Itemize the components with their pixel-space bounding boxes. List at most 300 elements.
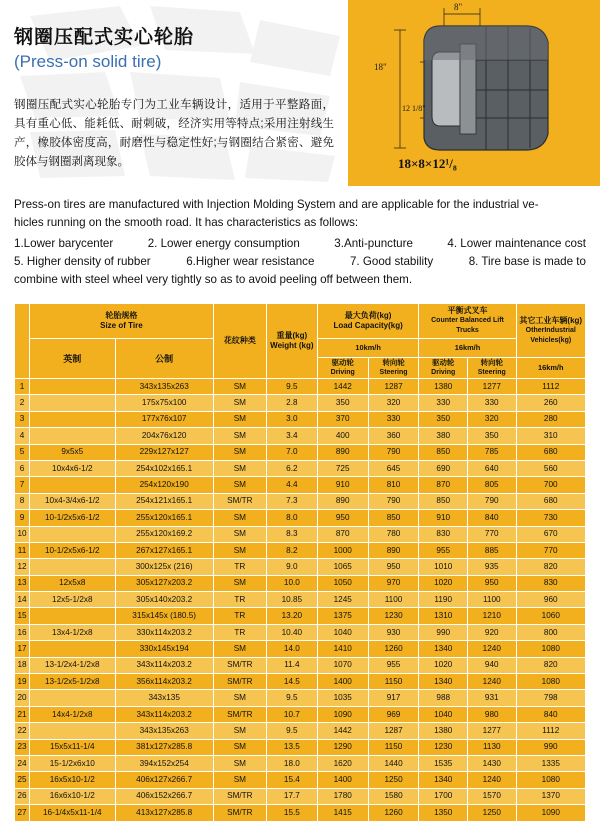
- cell-st16: 950: [468, 575, 517, 591]
- table-row: [15, 739, 586, 755]
- cell-pattern: SM/TR: [213, 493, 266, 509]
- th-driving-10-en: Driving: [330, 369, 355, 376]
- cell-weight: 7.0: [266, 444, 317, 460]
- spec-table-wrapper: [14, 303, 586, 822]
- cell-pattern: TR: [213, 592, 266, 608]
- cell-inch: [30, 526, 116, 542]
- cell-st16: 1240: [468, 674, 517, 690]
- th-other-en: OtherIndustrial Vehicles(kg): [525, 326, 576, 344]
- feature-7: 7. Good stability: [349, 255, 434, 268]
- cell-other: 960: [516, 592, 585, 608]
- cell-ld16: 350: [419, 411, 468, 427]
- cell-st16: 840: [468, 510, 517, 526]
- cell-ld16: 1340: [419, 674, 468, 690]
- english-line-3: combine with steel wheel very tightly so as to avoid peeling off between them.: [14, 273, 413, 286]
- feature-row-1: [14, 235, 586, 253]
- cell-st10: 1150: [368, 739, 419, 755]
- cell-weight: 8.2: [266, 542, 317, 558]
- cell-weight: 10.85: [266, 592, 317, 608]
- table-row: [15, 772, 586, 788]
- cell-idx: 12: [15, 559, 30, 575]
- th-load: [317, 304, 419, 339]
- dim-inner-diameter: 12 1/8": [402, 104, 426, 113]
- cell-st16: 320: [468, 411, 517, 427]
- cell-ld16: 870: [419, 477, 468, 493]
- cell-ld10: 1442: [317, 379, 368, 395]
- th-other-speed: 16km/h: [516, 358, 585, 379]
- cell-weight: 3.0: [266, 411, 317, 427]
- cell-metric: 305x140x203.2: [115, 592, 213, 608]
- table-row: [15, 755, 586, 771]
- cell-st10: 1287: [368, 723, 419, 739]
- cell-ld10: 1040: [317, 624, 368, 640]
- cell-weight: 10.40: [266, 624, 317, 640]
- cell-weight: 8.0: [266, 510, 317, 526]
- th-size-en: Size of Tire: [100, 321, 143, 330]
- page-title-cn: 钢圈压配式实心轮胎: [14, 27, 195, 48]
- cell-weight: 9.5: [266, 723, 317, 739]
- table-row: [15, 510, 586, 526]
- cell-inch: 15x5x11-1/4: [30, 739, 116, 755]
- cell-st10: 1260: [368, 805, 419, 821]
- cell-ld16: 1535: [419, 755, 468, 771]
- th-driving-16-en: Driving: [431, 369, 456, 376]
- cell-idx: 8: [15, 493, 30, 509]
- cell-ld16: 1020: [419, 575, 468, 591]
- th-metric: 公制: [115, 339, 213, 379]
- cell-other: 670: [516, 526, 585, 542]
- cell-ld10: 1410: [317, 641, 368, 657]
- cell-pattern: SM/TR: [213, 788, 266, 804]
- feature-4: 4. Lower maintenance cost: [447, 237, 586, 250]
- cell-weight: 8.3: [266, 526, 317, 542]
- cell-ld16: 955: [419, 542, 468, 558]
- cell-st10: 917: [368, 690, 419, 706]
- cell-pattern: SM: [213, 690, 266, 706]
- table-row: [15, 477, 586, 493]
- cell-ld10: 950: [317, 510, 368, 526]
- cell-pattern: SM: [213, 395, 266, 411]
- tire-diagram-icon: [348, 0, 600, 186]
- cell-ld10: 1000: [317, 542, 368, 558]
- cell-ld16: 1340: [419, 641, 468, 657]
- table-row: [15, 411, 586, 427]
- cell-st10: 320: [368, 395, 419, 411]
- th-weight-cn: 重量(kg): [276, 331, 308, 340]
- table-row: [15, 395, 586, 411]
- table-row: [15, 444, 586, 460]
- table-row: [15, 641, 586, 657]
- cell-ld16: 1020: [419, 657, 468, 673]
- cell-other: 730: [516, 510, 585, 526]
- cell-ld10: 1035: [317, 690, 368, 706]
- cell-st10: 890: [368, 542, 419, 558]
- tire-size-caption: 18×8×12¹/₈: [398, 156, 457, 171]
- cell-st16: 805: [468, 477, 517, 493]
- cell-st16: 885: [468, 542, 517, 558]
- spec-table: [14, 303, 586, 822]
- th-inch: 英制: [30, 339, 116, 379]
- th-speed-16: 16km/h: [419, 339, 516, 358]
- cell-idx: 26: [15, 788, 30, 804]
- cell-pattern: SM/TR: [213, 706, 266, 722]
- cell-idx: 13: [15, 575, 30, 591]
- cell-inch: [30, 723, 116, 739]
- cell-pattern: SM: [213, 723, 266, 739]
- intro-block: [0, 0, 348, 186]
- cell-st10: 950: [368, 559, 419, 575]
- cell-ld16: 1040: [419, 706, 468, 722]
- table-row: [15, 690, 586, 706]
- cell-ld16: 850: [419, 493, 468, 509]
- english-line-2: hicles running on the smooth road. It has characteristics as follows:: [14, 215, 359, 229]
- cell-st10: 780: [368, 526, 419, 542]
- table-row: [15, 706, 586, 722]
- cell-metric: 413x127x285.8: [115, 805, 213, 821]
- cell-other: 310: [516, 428, 585, 444]
- cell-pattern: SM/TR: [213, 805, 266, 821]
- cell-idx: 1: [15, 379, 30, 395]
- cell-metric: 175x75x100: [115, 395, 213, 411]
- cell-inch: [30, 690, 116, 706]
- cell-other: 800: [516, 624, 585, 640]
- cell-weight: 2.8: [266, 395, 317, 411]
- cell-st16: 1130: [468, 739, 517, 755]
- cell-ld16: 1310: [419, 608, 468, 624]
- th-weight: [266, 304, 317, 379]
- cell-other: 1112: [516, 723, 585, 739]
- cell-st10: 1150: [368, 674, 419, 690]
- cell-idx: 10: [15, 526, 30, 542]
- cell-ld10: 1620: [317, 755, 368, 771]
- cell-pattern: TR: [213, 624, 266, 640]
- cell-ld16: 850: [419, 444, 468, 460]
- th-pattern-cn: 花纹种类: [223, 336, 256, 345]
- table-row: [15, 805, 586, 821]
- cell-ld16: 1190: [419, 592, 468, 608]
- cell-ld10: 910: [317, 477, 368, 493]
- cell-idx: 4: [15, 428, 30, 444]
- cell-weight: 9.5: [266, 379, 317, 395]
- cell-st16: 1430: [468, 755, 517, 771]
- cell-ld16: 988: [419, 690, 468, 706]
- cell-other: 820: [516, 657, 585, 673]
- cell-weight: 14.0: [266, 641, 317, 657]
- cell-st10: 1580: [368, 788, 419, 804]
- cell-st10: 1230: [368, 608, 419, 624]
- cell-weight: 15.5: [266, 805, 317, 821]
- top-section: [0, 0, 600, 186]
- cell-ld16: 690: [419, 460, 468, 476]
- cell-ld16: 1340: [419, 772, 468, 788]
- th-other: [516, 304, 585, 358]
- cell-st16: 980: [468, 706, 517, 722]
- cell-inch: 10-1/2x5x6-1/2: [30, 542, 116, 558]
- cell-pattern: SM: [213, 444, 266, 460]
- cell-st16: 1250: [468, 805, 517, 821]
- cell-ld16: 1700: [419, 788, 468, 804]
- cell-inch: [30, 379, 116, 395]
- cell-other: 260: [516, 395, 585, 411]
- cell-other: 840: [516, 706, 585, 722]
- th-weight-en: Weight (kg): [270, 341, 314, 350]
- table-row: [15, 592, 586, 608]
- cell-st10: 955: [368, 657, 419, 673]
- th-size: [30, 304, 214, 339]
- cell-ld10: 890: [317, 444, 368, 460]
- cell-st10: 810: [368, 477, 419, 493]
- cell-idx: 18: [15, 657, 30, 673]
- th-steering-10: [368, 358, 419, 379]
- cell-inch: [30, 395, 116, 411]
- feature-6: 6.Higher wear resistance: [186, 255, 315, 268]
- cell-metric: 343x114x203.2: [115, 657, 213, 673]
- cell-st16: 330: [468, 395, 517, 411]
- th-counter-en: Counter Balanced Lift Trucks: [431, 317, 504, 334]
- cell-st10: 970: [368, 575, 419, 591]
- cell-metric: 406x127x266.7: [115, 772, 213, 788]
- th-steering-10-en: Steering: [379, 369, 408, 376]
- cell-ld10: 1245: [317, 592, 368, 608]
- table-row: [15, 723, 586, 739]
- cell-metric: 254x102x165.1: [115, 460, 213, 476]
- cell-other: 770: [516, 542, 585, 558]
- cell-ld16: 1350: [419, 805, 468, 821]
- cell-inch: [30, 411, 116, 427]
- tire-diagram-panel: [348, 0, 600, 186]
- cell-st10: 1260: [368, 641, 419, 657]
- cell-st10: 645: [368, 460, 419, 476]
- spec-table-head: [15, 304, 586, 379]
- cell-pattern: SM: [213, 379, 266, 395]
- feature-8: 8. Tire base is made to: [468, 255, 586, 268]
- th-index: [15, 304, 30, 379]
- dim-top-width: 8": [454, 2, 463, 12]
- cell-ld10: 1070: [317, 657, 368, 673]
- cell-st10: 1100: [368, 592, 419, 608]
- cell-pattern: SM/TR: [213, 657, 266, 673]
- cell-metric: 267x127x165.1: [115, 542, 213, 558]
- th-speed-10: 10km/h: [317, 339, 419, 358]
- table-row: [15, 608, 586, 624]
- cell-st16: 790: [468, 493, 517, 509]
- cell-idx: 19: [15, 674, 30, 690]
- th-other-cn: 其它工业车辆(kg): [519, 315, 583, 325]
- th-driving-16-cn: 驱动轮: [432, 358, 455, 367]
- cell-st16: 1240: [468, 641, 517, 657]
- cell-inch: [30, 428, 116, 444]
- cell-other: 1080: [516, 772, 585, 788]
- cell-metric: 330x114x203.2: [115, 624, 213, 640]
- cell-inch: 12x5-1/2x8: [30, 592, 116, 608]
- cell-inch: 10x4x6-1/2: [30, 460, 116, 476]
- cell-ld16: 990: [419, 624, 468, 640]
- th-load-cn: 最大负荷(kg): [344, 311, 392, 320]
- cell-pattern: SM: [213, 739, 266, 755]
- cell-inch: 14x4-1/2x8: [30, 706, 116, 722]
- cell-metric: 255x120x169.2: [115, 526, 213, 542]
- cell-other: 1370: [516, 788, 585, 804]
- cell-idx: 5: [15, 444, 30, 460]
- cell-metric: 255x120x165.1: [115, 510, 213, 526]
- cell-idx: 15: [15, 608, 30, 624]
- cell-idx: 20: [15, 690, 30, 706]
- cell-pattern: SM: [213, 510, 266, 526]
- table-row: [15, 575, 586, 591]
- table-row: [15, 542, 586, 558]
- th-steering-16-en: Steering: [477, 369, 506, 376]
- cell-ld10: 400: [317, 428, 368, 444]
- cell-st10: 1440: [368, 755, 419, 771]
- cell-idx: 27: [15, 805, 30, 821]
- cell-inch: 9x5x5: [30, 444, 116, 460]
- table-row: [15, 559, 586, 575]
- cell-weight: 9.0: [266, 559, 317, 575]
- th-driving-16: [419, 358, 468, 379]
- cell-ld16: 1010: [419, 559, 468, 575]
- cell-weight: 3.4: [266, 428, 317, 444]
- cell-weight: 10.0: [266, 575, 317, 591]
- cell-st10: 1287: [368, 379, 419, 395]
- cell-other: 820: [516, 559, 585, 575]
- dim-side-height: 18": [374, 62, 387, 72]
- cell-other: 700: [516, 477, 585, 493]
- cell-st16: 1240: [468, 772, 517, 788]
- cell-inch: 16x5x10-1/2: [30, 772, 116, 788]
- table-row: [15, 526, 586, 542]
- cell-metric: 330x145x194: [115, 641, 213, 657]
- table-row: [15, 493, 586, 509]
- cell-ld10: 890: [317, 493, 368, 509]
- table-row: [15, 674, 586, 690]
- cell-ld10: 1442: [317, 723, 368, 739]
- feature-5: 5. Higher density of rubber: [14, 255, 151, 268]
- cell-metric: 204x76x120: [115, 428, 213, 444]
- th-steering-10-cn: 转向轮: [382, 358, 405, 367]
- cell-pattern: TR: [213, 559, 266, 575]
- cell-metric: 229x127x127: [115, 444, 213, 460]
- cell-other: 280: [516, 411, 585, 427]
- cell-idx: 17: [15, 641, 30, 657]
- cell-inch: [30, 608, 116, 624]
- cell-metric: 343x114x203.2: [115, 706, 213, 722]
- cell-other: 1090: [516, 805, 585, 821]
- cell-idx: 3: [15, 411, 30, 427]
- cell-inch: 15-1/2x6x10: [30, 755, 116, 771]
- english-line-1: Press-on tires are manufactured with Injection Molding System and are applicable for the industrial ve-: [14, 198, 539, 211]
- cell-weight: 7.3: [266, 493, 317, 509]
- cell-other: 680: [516, 444, 585, 460]
- cell-ld10: 1780: [317, 788, 368, 804]
- page-title-en: (Press-on solid tire): [14, 52, 162, 71]
- cell-st16: 1210: [468, 608, 517, 624]
- cell-weight: 9.5: [266, 690, 317, 706]
- spec-table-body: [15, 379, 586, 822]
- cell-idx: 25: [15, 772, 30, 788]
- th-counter-cn: 平衡式叉车: [447, 306, 488, 315]
- cell-inch: [30, 559, 116, 575]
- cell-other: 798: [516, 690, 585, 706]
- header-row-1: [15, 304, 586, 339]
- cell-other: 990: [516, 739, 585, 755]
- cell-metric: 343x135x263: [115, 379, 213, 395]
- cell-pattern: SM: [213, 526, 266, 542]
- cell-weight: 13.5: [266, 739, 317, 755]
- cell-inch: 13-1/2x4-1/2x8: [30, 657, 116, 673]
- intro-paragraph-cn: 钢圈压配式实心轮胎专门为工业车辆设计，适用于平整路面，具有重心低、能耗低、耐刺破，经济实用等特点;采用注射线生产，橡胶体密度高，耐磨性与稳定性好;与钢圈结合紧密、避免胶体与钢圈剥离现象。: [14, 99, 334, 168]
- cell-ld16: 330: [419, 395, 468, 411]
- cell-idx: 22: [15, 723, 30, 739]
- cell-ld10: 1415: [317, 805, 368, 821]
- cell-pattern: SM: [213, 772, 266, 788]
- table-row: [15, 379, 586, 395]
- cell-other: 1112: [516, 379, 585, 395]
- cell-weight: 17.7: [266, 788, 317, 804]
- cell-idx: 6: [15, 460, 30, 476]
- cell-ld10: 370: [317, 411, 368, 427]
- cell-pattern: TR: [213, 608, 266, 624]
- cell-idx: 7: [15, 477, 30, 493]
- cell-weight: 4.4: [266, 477, 317, 493]
- cell-other: 560: [516, 460, 585, 476]
- cell-st16: 940: [468, 657, 517, 673]
- cell-idx: 14: [15, 592, 30, 608]
- cell-st10: 930: [368, 624, 419, 640]
- cell-pattern: SM: [213, 411, 266, 427]
- table-row: [15, 624, 586, 640]
- cell-ld10: 725: [317, 460, 368, 476]
- cell-idx: 2: [15, 395, 30, 411]
- cell-metric: 177x76x107: [115, 411, 213, 427]
- cell-ld16: 1380: [419, 379, 468, 395]
- cell-pattern: SM: [213, 575, 266, 591]
- cell-metric: 356x114x203.2: [115, 674, 213, 690]
- cell-weight: 14.5: [266, 674, 317, 690]
- cell-st16: 935: [468, 559, 517, 575]
- cell-st10: 969: [368, 706, 419, 722]
- cell-ld16: 1380: [419, 723, 468, 739]
- cell-inch: 13x4-1/2x8: [30, 624, 116, 640]
- table-row: [15, 428, 586, 444]
- cell-weight: 15.4: [266, 772, 317, 788]
- cell-st10: 360: [368, 428, 419, 444]
- cell-st16: 785: [468, 444, 517, 460]
- cell-metric: 343x135: [115, 690, 213, 706]
- feature-row-2: [14, 253, 586, 271]
- th-load-en: Load Capacity(kg): [333, 321, 403, 330]
- cell-weight: 18.0: [266, 755, 317, 771]
- cell-st10: 1250: [368, 772, 419, 788]
- cell-idx: 16: [15, 624, 30, 640]
- cell-idx: 21: [15, 706, 30, 722]
- cell-other: 830: [516, 575, 585, 591]
- th-steering-16: [468, 358, 517, 379]
- cell-other: 1335: [516, 755, 585, 771]
- cell-metric: 305x127x203.2: [115, 575, 213, 591]
- cell-metric: 300x125x (216): [115, 559, 213, 575]
- cell-st16: 350: [468, 428, 517, 444]
- feature-3: 3.Anti-puncture: [334, 237, 413, 250]
- table-row: [15, 460, 586, 476]
- cell-ld10: 1290: [317, 739, 368, 755]
- table-row: [15, 788, 586, 804]
- cell-st16: 920: [468, 624, 517, 640]
- cell-pattern: SM: [213, 477, 266, 493]
- cell-ld10: 350: [317, 395, 368, 411]
- cell-st16: 1277: [468, 723, 517, 739]
- cell-ld10: 1050: [317, 575, 368, 591]
- th-pattern: [213, 304, 266, 379]
